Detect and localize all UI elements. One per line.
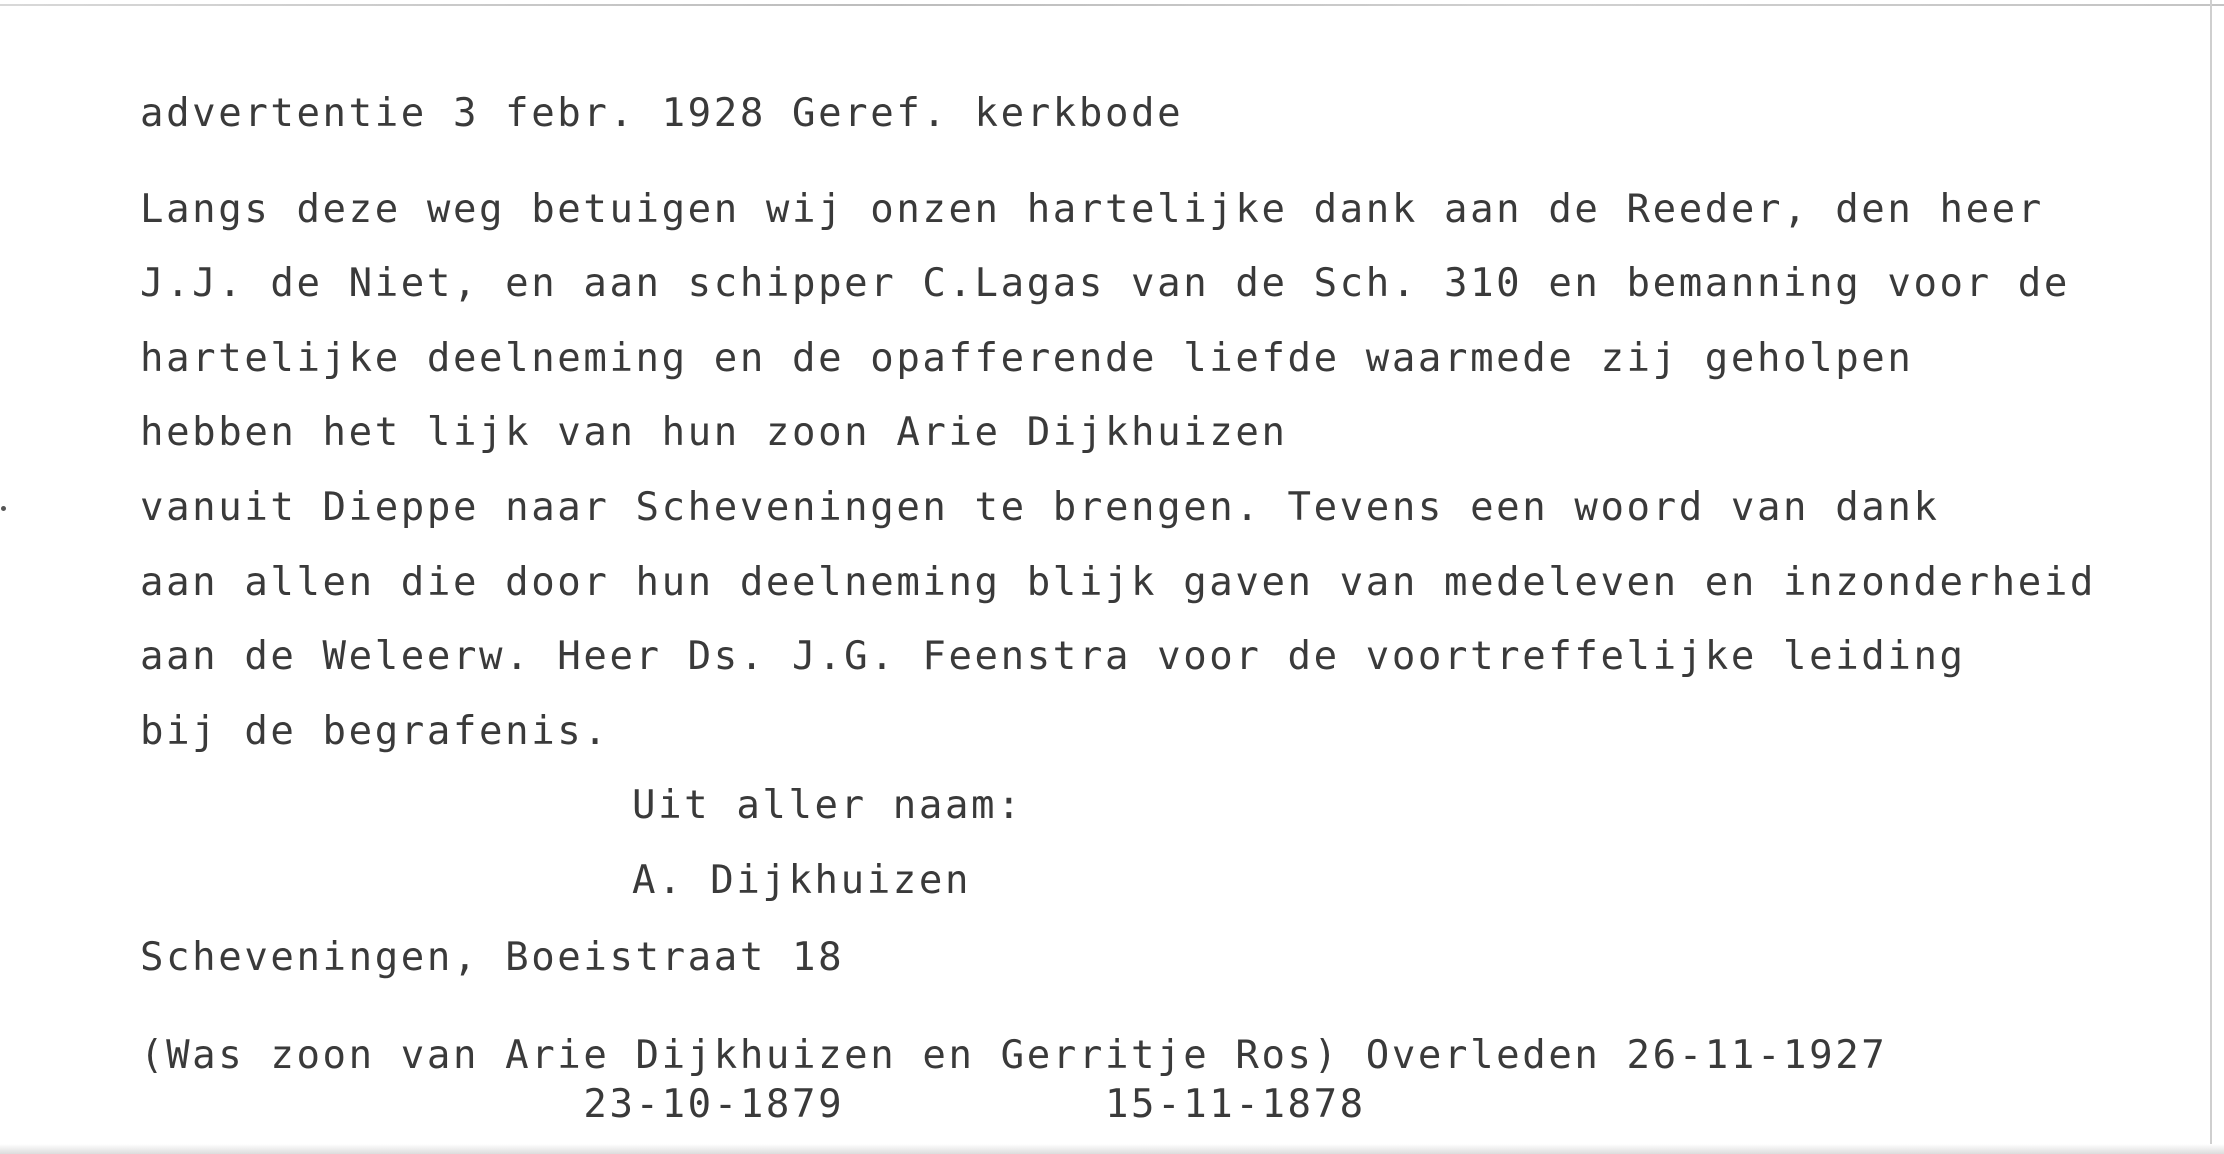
document-heading: advertentie 3 febr. 1928 Geref. kerkbode bbox=[140, 91, 1184, 136]
body-line: Langs deze weg betuigen wij onzen hartelijke dank aan de Reeder, den heer bbox=[140, 187, 2044, 232]
body-line: J.J. de Niet, en aan schipper C.Lagas van de Sch. 310 en bemanning voor de bbox=[140, 261, 2070, 306]
signature-salutation: Uit aller naam: bbox=[632, 783, 1024, 828]
paper-right-edge bbox=[2210, 0, 2212, 1154]
paper-top-edge bbox=[0, 4, 2224, 6]
body-line: hartelijke deelneming en de opafferende liefde waarmede zij geholpen bbox=[140, 336, 1914, 381]
birth-dates: 23-10-1879 15-11-1878 bbox=[140, 1082, 1366, 1127]
body-line: aan allen die door hun deelneming blijk gaven van medeleven en inzonderheid bbox=[140, 560, 2096, 605]
body-line: hebben het lijk van hun zoon Arie Dijkhuizen bbox=[140, 410, 1288, 455]
body-line: vanuit Dieppe naar Scheveningen te brengen. Tevens een woord van dank bbox=[140, 485, 1940, 530]
body-line: bij de begrafenis. bbox=[140, 709, 610, 754]
body-line: aan de Weleerw. Heer Ds. J.G. Feenstra voor de voortreffelijke leiding bbox=[140, 634, 1966, 679]
paper-bottom-edge bbox=[0, 1144, 2224, 1154]
sender-address: Scheveningen, Boeistraat 18 bbox=[140, 935, 845, 980]
scan-speck bbox=[1, 506, 6, 511]
signature-name: A. Dijkhuizen bbox=[632, 858, 972, 903]
family-note: (Was zoon van Arie Dijkhuizen en Gerritje Ros) Overleden 26-11-1927 bbox=[140, 1033, 1888, 1078]
